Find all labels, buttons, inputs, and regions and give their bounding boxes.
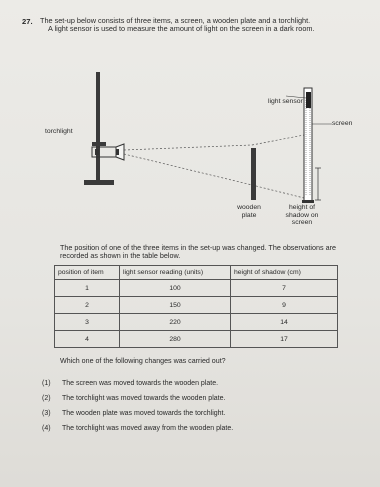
- option-number: (4): [42, 425, 51, 432]
- table-row: [55, 331, 338, 348]
- question-intro-line2: A light sensor is used to measure the amount of light on the screen in a dark room.: [48, 24, 315, 33]
- screen-label: screen: [332, 120, 353, 127]
- light-rays: [124, 135, 304, 198]
- table-cell: 220: [120, 314, 231, 331]
- option-2[interactable]: [42, 395, 225, 402]
- table-cell: 150: [120, 297, 231, 314]
- table-header: light sensor reading (units): [120, 266, 231, 280]
- option-text: The screen was moved towards the wooden plate.: [62, 380, 219, 387]
- table-header: position of item: [55, 266, 120, 280]
- option-4[interactable]: [42, 425, 233, 432]
- option-number: (1): [42, 380, 51, 387]
- question-intro-line1: The set-up below consists of three items, a screen, a wooden plate and a torchlight.: [40, 16, 311, 25]
- table-cell: 1: [55, 280, 120, 297]
- question-number: 27.: [22, 17, 33, 26]
- table-cell: 9: [231, 297, 338, 314]
- table-row: [55, 280, 338, 297]
- option-1[interactable]: [42, 380, 218, 387]
- torchlight-label: torchlight: [45, 128, 73, 135]
- wooden-plate: [251, 148, 256, 200]
- table-cell: 280: [120, 331, 231, 348]
- table-cell: 7: [231, 280, 338, 297]
- table-cell: 2: [55, 297, 120, 314]
- table-cell: 3: [55, 314, 120, 331]
- observations-text: The position of one of the three items in the set-up was changed. The observations are recorded as shown in the table below.: [60, 243, 336, 261]
- table-cell: 4: [55, 331, 120, 348]
- table-cell: 100: [120, 280, 231, 297]
- light-sensor-label: light sensor: [268, 98, 303, 105]
- option-3[interactable]: [42, 410, 225, 417]
- table-row: [55, 314, 338, 331]
- table-header-row: [55, 266, 338, 280]
- shadow-height-label: height of shadow on screen: [285, 204, 319, 227]
- option-text: The torchlight was moved towards the wooden plate.: [62, 395, 226, 402]
- table-cell: 17: [231, 331, 338, 348]
- wooden-plate-label: wooden plate: [237, 204, 261, 219]
- option-number: (2): [42, 395, 51, 402]
- question-prompt: Which one of the following changes was carried out?: [60, 357, 226, 365]
- table-cell: 14: [231, 314, 338, 331]
- option-text: The torchlight was moved away from the wooden plate.: [62, 425, 234, 432]
- table-row: [55, 297, 338, 314]
- shadow-height-marker: [315, 168, 321, 200]
- observations-table: [54, 265, 338, 348]
- option-text: The wooden plate was moved towards the torchlight.: [62, 410, 226, 417]
- table-header: height of shadow (cm): [231, 266, 338, 280]
- option-number: (3): [42, 410, 51, 417]
